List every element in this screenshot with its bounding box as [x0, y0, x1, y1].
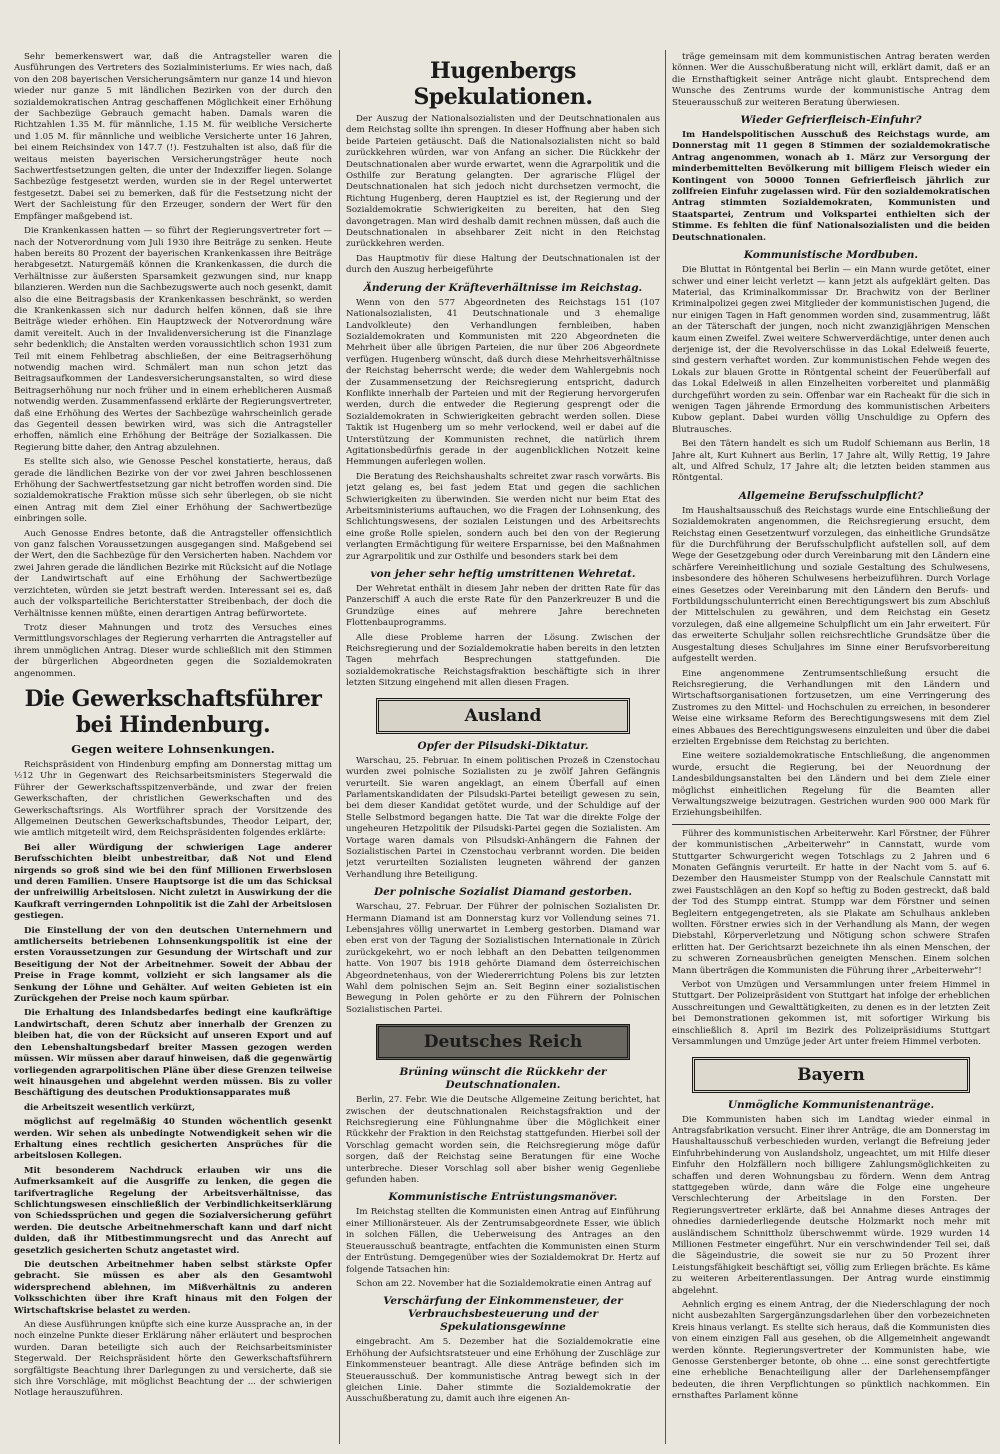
- entruestung-text-3: eingebracht. Am 5. Dezember hat die Sozialdemokratie eine Erhöhung der Aufsichtsratsteuer und eine Erhöhung der Zuschläge zur Einkommensteuer beantragt. Alle diese Anträge befinden sich im Steuerausschuß. Der kommunistische Antrag bewegt sich in der gleichen Linie. Daher stimmte die Sozialdemokratie der Ausschußberatung zu, damit auch ihre eigenen An-: [346, 1337, 660, 1405]
- diamand-text: Warschau, 27. Februar. Der Führer der polnischen Sozialisten Dr. Hermann Diamand ist am Donnerstag kurz vor Vollendung seines 71. Lebensjahres völlig unerwartet in Lemberg gestorben. Diamand war eben erst von der Tagung der Sozialistischen Internationale in Zürich zurückgekehrt, wo er noch lebhaft an den Debatten teilgenommen hatte. Von 1907 bis 1918 gehörte Diamand dem österreichischen Abgeordnetenhaus, von der Wiedererrichtung Polens bis zur letzten Wahl dem polnischen Sejm an. Seit Beginn einer sozialistischen Bewegung in Polen gehörte er zu den Führern der Polnischen Sozialistischen Partei.: [346, 902, 660, 1015]
- headline-berufsschulpflicht: Allgemeine Berufsschulpflicht?: [738, 489, 924, 502]
- headline-diamand: Der polnische Sozialist Diamand gestorben.: [373, 886, 632, 899]
- kommunistenantraege-text-1: Die Kommunisten haben sich im Landtag wieder einmal in Antragsfabrikation versucht. Einer ihrer Anträge, die am Donnerstag im Haushaltausschuß verbeschieden wurden, verlangt die Befreiung jeder Einfuhrbehinderung von Auslandsholz, ungeachtet, um mit Hilfe dieser Einfuhr den Holzfällern noch billigere Zahlungsmöglichkeiten zu schaffen und deren Wohnungsbau zu fördern. Wenn dem Antrag stattgegeben würde, dann wäre die Folge eine ungeheure Verschlechterung der Arbeitslage in den Forsten. Der Regierungsvertreter erklärte, daß bei Annahme dieses Antrages der ohnedies darniederliegende deutsche Holzmarkt noch mehr mit ausländischem Schnittholz überschwemmt würde. 1929 wurden 14 Millionen Festmeter eingeführt. Nur ein verschwindender Teil sei, daß die Sägeindustrie, die soweit sie nur zu 50 Prozent ihrer Leistungsfähigkeit beschäftigt sei, völlig zum Erliegen brächte. Es käme zu weiteren Arbeiterentlassungen. Der Antrag wurde einstimmig abgelehnt.: [672, 1114, 990, 1296]
- bruening-text: Berlin, 27. Febr. Wie die Deutsche Allgemeine Zeitung berichtet, hat zwischen der deutschnationalen Reichstagsfraktion und der Reichsregierung eine Fühlungnahme über die Möglichkeit einer Rückkehr der Fraktion in den Reichstag stattgefunden. Hierbei soll der Vorschlag gemacht worden sein, die Reichsregierung möge dafür sorgen, daß der Reichstag seine Beratungen für eine Woche unterbreche. Dieser Vorschlag soll aber bisher wenig Gegenliebe gefunden haben.: [346, 1095, 660, 1186]
- foerstner-text: Führer des kommunistischen Arbeiterwehr. Karl Förstner, der Führer der kommunistischen „Arbeiterwehr“ in Cannstatt, wurde vom Stuttgarter Schwurgericht wegen Totschlags zu 2 Jahren und 6 Monaten Gefängnis verurteilt. Er hatte in der Nacht vom 5. auf 6. Dezember den Hausmeister Stumpp von der Realschule Cannstatt mit zwei Faustschlägen an den Kopf so heftig zu Boden gestreckt, daß bald der Tod des Stumpp eintrat. Stumpp war dem Förstner und seinen Begleitern entgegengetreten, als sie Plakate am Schulhaus ankleben wollten. Förstner erwies sich in der Verhandlung als Mann, der wegen Diebstahl, Körperverletzung und Nötigung schon schwere Strafen erlitten hat. Der Gerichtsarzt bezeichnete ihn als einen Menschen, der zu schweren Zorneausbrüchen geneigten Menschen. Einem solchen Mann überträgen die Kommunisten die Führung ihrer „Arbeiterwehr“!: [672, 828, 990, 976]
- section-box-bayern: Bayern: [692, 1057, 970, 1093]
- hugenberg-intro-2: Das Hauptmotiv für diese Haltung der Deutschnationalen ist der durch den Auszug herbeigeführte: [346, 253, 660, 276]
- headline-gefrierfleisch: Wieder Gefrierfleisch-Einfuhr?: [740, 114, 922, 127]
- divider: [672, 824, 990, 825]
- hindenburg-article-body: [14, 843, 332, 1400]
- entruestung-text-1: Im Reichstag stellten die Kommunisten einen Antrag auf Einführung einer Millionärsteuer. Als der Zentrumsabgeordnete Esser, wie üblich in solchen Fällen, die Ueberweisung des Antrages an den Steuerausschuß beantragte, entfachten die Kommunisten einen Sturm der Entrüstung. Demgegenüber wies der Sozialdemokrat Dr. Hertz auf folgende Tatsachen hin:: [346, 1207, 660, 1275]
- paragraph: Mit besonderem Nachdruck erlauben wir uns die Aufmerksamkeit auf die Ausgriffe zu lenken, die gegen die tarifvertragliche Regelung der Arbeitsverhältnisse, das Schlichtungswesen einschließlich der Verbindlichkeitserklärung von Schiedssprüchen und gegen die Sozialversicherung geführt werden. Die deutsche Arbeitnehmerschaft kann und darf nicht dulden, daß ihr Mitbestimmungsrecht und das Anrecht auf gesetzlich gesicherten Schutz angetastet wird.: [14, 1165, 332, 1256]
- subhead-lohnsenkungen: Gegen weitere Lohnsenkungen.: [71, 741, 275, 756]
- berufsschul-text-3: Eine weitere sozialdemokratische Entschließung, die angenommen wurde, ersucht die Regierung, bei der Neuordnung der Landesbildungsanstalten bei den Ländern und bei dem Ziele einer möglichst einheitlichen Regelung für die Beamten aller Verwaltungszweige beizutragen. Gestrichen wurden 900 000 Mark für Erziehungsbeihilfen.: [672, 751, 990, 819]
- headline-mordbuben: Kommunistische Mordbuben.: [743, 249, 919, 262]
- column-rule-1: [339, 50, 340, 1444]
- paragraph: Die Krankenkassen hatten — so führt der Regierungsvertreter fort — nach der Notverordnung vom Juli 1930 ihre Beiträge zu senken. Heute haben bereits 80 Prozent der bayerischen Krankenkassen ihre Beiträge herabgesetzt. Naturgemäß können die Krankenkassen, die durch die Verhältnisse zur äußersten Sparsamkeit gezwungen sind, nur knapp bilanzieren. Werden nun die Sachbezugswerte auch noch gesenkt, damit also die eine Beitragsbasis der Krankenkassen beschränkt, so werden die Krankenkassen sich nur dadurch helfen können, daß sie ihre Beiträge wieder erhöhen. Ein Hauptzweck der Notverordnung wäre damit vereitelt. Auch in der Invalidenversicherung ist die Finanzlage sehr bedenklich; die Anstalten werden voraussichtlich schon 1931 zum Teil mit einem Fehlbetrag abschließen, der eine Beitragserhöhung notwendig machen wird. Schmälert man nun schon jetzt das Beitragsaufkommen der Landesversicherungsanstalten, so wird diese Beitragserhöhung nur noch früher und in einem erheblicheren Ausmaß notwendig werden. Zusammenfassend erklärte der Regierungsvertreter, daß eine Erhöhung des Wertes der Sachbezüge wahrscheinlich gerade das Gegenteil dessen bewirken wird, was sich die Antragsteller erhoffen, nämlich eine Erhöhung der Beiträge der Sozialkassen. Die Regierung bitte daher, den Antrag abzulehnen.: [14, 226, 332, 453]
- headline-kommunistenantraege: Unmögliche Kommunistenanträge.: [727, 1098, 935, 1111]
- paragraph: möglichst auf regelmäßig 40 Stunden wöchentlich gesenkt werden. Wir sehen als unbedingte Notwendigkeit sehen wir die Erhaltung eines rechtlich gesicherten Ansprüches für die arbeitslosen Kollegen.: [14, 1117, 332, 1162]
- paragraph: Trotz dieser Mahnungen und trotz des Versuches eines Vermittlungsvorschlages der Regierung verharrten die Antragsteller auf ihrem unmöglichen Antrag. Dieser wurde schließlich mit den Stimmen der bürgerlichen Abgeordneten gegen die Sozialdemokraten angenommen.: [14, 622, 332, 679]
- column-3: [672, 52, 990, 1444]
- paragraph: Es stellte sich also, wie Genosse Peschel konstatierte, heraus, daß gerade die ländlichen Bezirke von der vor zwei Jahren beschlossenen Erhöhung der Sachwertfestsetzung gar nicht betroffen worden sind. Die sozialdemokratische Fraktion müsse sich sehr überlegen, ob sie nicht einen Antrag mit dem Ziel einer Erhöhung der Sachwertbezüge einbringen solle.: [14, 457, 332, 525]
- mordbuben-text-2: Bei den Tätern handelt es sich um Rudolf Schiemann aus Berlin, 18 Jahre alt, Kurt Kuhnert aus Berlin, 17 Jahre alt, Willy Rettig, 19 Jahre alt, und Alfred Schulz, 17 Jahre alt; die letzten beiden stammen aus Röntgental.: [672, 439, 990, 484]
- column-1: [14, 52, 332, 1444]
- antraege-continuation: träge gemeinsam mit dem kommunistischen Antrag beraten werden können. Wer die Ausschußberatung nicht will, erklärt damit, daß er an die Ernsthaftigkeit seiner Anträge nicht glaubt. Entsprechend dem Wunsche des Zentrums wurde der kommunistische Antrag dem Steuerausschuß zur weiteren Beratung überwiesen.: [672, 52, 990, 108]
- headline-bruening: Brüning wünscht die Rückkehr der Deutschnationalen.: [399, 1066, 607, 1092]
- column-2: [346, 52, 660, 1444]
- section-box-ausland: Ausland: [376, 698, 630, 734]
- mordbuben-text-1: Die Bluttat in Röntgental bei Berlin — ein Mann wurde getötet, einer schwer und einer leicht verletzt — kann jetzt als aufgeklärt gelten. Das Material, das Kriminalkommissar Dr. Brachwitz von der Berliner Kriminalpolizei gegen zwei Mitglieder der kommunistischen Jugend, die nur einigen Tagen in Haft genommen worden sind, zusammentrug, läßt an der Täterschaft der jungen, noch nicht zwanzigjährigen Menschen kaum einen Zweifel. Zwei weitere Schwerverdächtige, unter denen auch derjenige ist, der die Revolverschüsse in das Lokal Edelweiß feuerte, sind gestern verhaftet worden. Zur kommunistischen Fehde wegen des Lokals zur blauen Grotte in Röntgental scheint der Feuerüberfall auf das Lokal Edelweiß in allen Einzelheiten vorbereitet und planmäßig durchgeführt worden zu sein. Offenbar war ein Racheakt für die sich in wenigen Tagen jährende Ermordung des kommunistischen Arbeiters Kubow geplant. Dabei wurden völlig Unschuldige zu Opfern des Blutrausches.: [672, 265, 990, 435]
- gefrierfleisch-text: Im Handelspolitischen Ausschuß des Reichstags wurde, am Donnerstag mit 11 gegen 8 Stimmen der sozialdemokratische Antrag angenommen, wonach ab 1. März zur Versorgung der minderbemittelten Bevölkerung mit billigem Fleisch wieder ein Kontingent von 50000 Tonnen Gefrierfleisch jährlich zur zollfreien Einfuhr zugelassen wird. Für den sozialdemokratischen Antrag stimmten Sozialdemokraten, Kommunisten und Staatspartei, Zentrum und Volkspartei enthielten sich der Stimme. Es fehlten die fünf Nationalsozialisten und die beiden Deutschnationalen.: [672, 130, 990, 243]
- hugenberg-para-2: Die Beratung des Reichshaushalts schreitet zwar rasch vorwärts. Bis jetzt gelang es, bei fast jedem Etat und gegen die sachlichen Schwierigkeiten zu überwinden. Sie werden nicht nur beim Etat des Arbeitsministeriums auftauchen, wo die Fragen der Lohnsenkung, des Schlichtungswesens, der sozialen Leistungen und des Arbeitsrechts eine große Rolle spielen, sondern auch bei den von der Regierung verlangten Ermächtigung für weitere Ersparnisse, bei den Maßnahmen zur Agrarpolitik und zur Osthilfe und besonders stark bei dem: [346, 471, 660, 562]
- paragraph: Sehr bemerkenswert war, daß die Antragsteller waren die Ausführungen des Vertreters des Sozialministeriums. Er wies nach, daß von den 208 bayerischen Versicherungsämtern nur ganze 14 und hievon wieder nur ganze 5 mit ländlichen Bezirken von der durch den sozialdemokratischen Antrag geschaffenen Möglichkeit einer Erhöhung der Sachbezüge Gebrauch gemacht haben. Damals waren die Richtzahlen 1.35 M. für männliche, 1.15 M. für weibliche Versicherte und 1.05 M. für männliche und weibliche Versicherte unter 16 Jahren, bei einem Reichsindex von 147.7 (!). Festzuhalten ist also, daß für die weitaus meisten bayerischen Versicherungsträger heute noch Sachwertfestsetzungen gelten, die unter der Indexziffer liegen. Solange Sachbezüge festgesetzt werden, wurden sie in der Regel unterwertet festgesetzt. Dabei sei zu bemerken, daß für die Festsetzung nicht der Wert der Sachleistung für den Erzeuger, sondern der Wert für den Empfänger maßgebend ist.: [14, 52, 332, 222]
- paragraph: Die Einstellung der von den deutschen Unternehmern und amtlicherseits betriebenen Lohnsenkungspolitik ist eine der ersten Voraussetzungen zur Gesundung der Wirtschaft und zur Beseitigung der Not der Arbeitnehmer. Soweit der Abbau der Preise in Frage kommt, vollzieht er sich langsamer als die Senkung der Löhne und Gehälter. Auf weiten Gebieten ist ein Zurückgehen der Preise noch kaum spürbar.: [14, 925, 332, 1005]
- headline-entruestung: Kommunistische Entrüstungsmanöver.: [388, 1191, 618, 1204]
- hugenberg-para-4: Alle diese Probleme harren der Lösung. Zwischen der Reichsregierung und der Sozialdemokratie haben bereits in den letzten Tagen mehrfach Besprechungen stattgefunden. Die sozialdemokratische Reichstagsfraktion beschäftigte sich in ihrer letzten Sitzung eingehend mit allen diesen Fragen.: [346, 632, 660, 689]
- kommunistenantraege-text-2: Aehnlich erging es einem Antrag, der die Niederschlagung der noch nicht ausbezahlten Sargergänzungsdarlehen über den vorbezeichneten Kreis hinaus verlangt. Es stellte sich heraus, daß die Kommunisten dies von einem einzigen Fall aus gesehen, ob die Allgemeinheit angewandt werden könnte. Regierungsvertreter der Kommunisten habe, wie Genosse Gerstenberger betonte, ob ohne ... eine sonst gerechtfertigte eine erhebliche Benachteiligung aller der Darlehensempfänger bedeuten, die ihren Verpflichtungen so pünktlich nachkommen. Ein ernsthaftes Parlament könne: [672, 1300, 990, 1402]
- hugenberg-para-3: Der Wehretat enthält in diesem Jahr neben der dritten Rate für das Panzerschiff A auch die erste Rate für den Panzerkreuzer B und die Grundzüge eines auf mehrere Jahre berechneten Flottenbauprogramms.: [346, 584, 660, 629]
- subhead-wehretat: von jeher sehr heftig umstrittenen Wehretat.: [370, 568, 636, 581]
- paragraph: Bei aller Würdigung der schwierigen Lage anderer Berufsschichten bleibt unbestreitbar, daß Not und Elend nirgends so groß sind wie bei den fünf Millionen Erwerbslosen und deren Familien. Unsere Hauptsorge ist die um das Schicksal der unfreiwillig Arbeitslosen. Nicht zuletzt in Auswirkung der die Kaufkraft verringernden Lohnpolitik ist die Zahl der Arbeitslosen gestiegen.: [14, 842, 332, 922]
- paragraph: Die Erhaltung des Inlandsbedarfes bedingt eine kaufkräftige Landwirtschaft, deren Schutz aber innerhalb der Grenzen zu bleiben hat, die von der Rücksicht auf unseren Export und auf den Lebenshaltungsbedarf breiter Massen gezogen werden müssen. Wir müssen aber darauf hinweisen, daß die gegenwärtig vorliegenden agrarpolitischen Pläne über diese Grenzen teilweise weit hinausgehen und abgelehnt werden müssen. Bis zu voller Beschäftigung des deutschen Produktionsapparates muß: [14, 1008, 332, 1099]
- paragraph: An diese Ausführungen knüpfte sich eine kurze Aussprache an, in der noch einzelne Punkte dieser Erklärung näher erläutert und besprochen wurden. Daran beteiligte sich auch der Reichsarbeitsminister Stegerwald. Der Reichspräsident hörte den Gewerkschaftsführern sorgfältigste Beachtung ihrer Darlegungen zu und versicherte, daß sie sich ihre Vorschläge, mit möglichst Beachtung der ... der schwierigen Notlage herauszuführen.: [14, 1320, 332, 1399]
- pilsudski-text: Warschau, 25. Februar. In einem politischen Prozeß in Czenstochau wurden zwei polnische Sozialisten zu je zwölf Jahren Gefängnis verurteilt. Sie waren angeklagt, an einem Überfall auf einen Parlamentskandidaten der Pilsudski-Partei beteiligt gewesen zu sein, bei dem dieser Kandidat getötet wurde, und der Schuldige auf der Stelle Selbstmord begangen hatte. Die Tat war die direkte Folge der ungeheuren Hetzpolitik der Pilsudski-Partei gegen die Sozialisten. Am Vortage waren damals von Pilsudski-Anhängern die Fahnen der Sozialistischen Partei in Czenstochau verbrannt worden. Die beiden jetzt verurteilten Sozialisten leugneten während der ganzen Verhandlung ihre Beteiligung.: [346, 755, 660, 880]
- article-intro: Reichspräsident von Hindenburg empfing am Donnerstag mittag um ½12 Uhr in Gegenwart des Reichsarbeitsministers Stegerwald die Führer der Gewerkschaftsspitzenverbände, und zwar der freien Gewerkschaften, der christlichen Gewerkschaften und des Gewerkschaftsrings. Als Wortführer sprach der Vorsitzende des Allgemeinen Deutschen Gewerkschaftsbundes, Theodor Leipart, der, wie amtlich mitgeteilt wird, dem Reichspräsidenten folgendes erklärte:: [14, 759, 332, 839]
- paragraph: Die deutschen Arbeitnehmer haben selbst stärkste Opfer gebracht. Sie müssen es aber als den Gesamtwohl widersprechend ablehnen, im Mißverhältnis zu anderen Volksschichten über ihre Kraft hinaus mit den Folgen der Wirtschaftskrise belastet zu werden.: [14, 1260, 332, 1316]
- headline-pilsudski: Opfer der Pilsudski-Diktatur.: [417, 739, 589, 752]
- paragraph: die Arbeitszeit wesentlich verkürzt,: [24, 1102, 196, 1113]
- entruestung-text-2: Schon am 22. November hat die Sozialdemokratie einen Antrag auf: [356, 1278, 651, 1289]
- paragraph: Auch Genosse Endres betonte, daß die Antragsteller offensichtlich von ganz falschen Voraussetzungen ausgegangen sind. Maßgebend sei der Wert, den die Sachbezüge für den Versicherten haben. Nachdem vor zwei Jahren gerade die ländlichen Bezirke mit Rücksicht auf die Notlage der Landwirtschaft auf eine Erhöhung der Sachwertbezüge verzichteten, würden sie jetzt bestraft werden. Interessant sei es, daß auch der volksparteiliche Berichterstatter Streibenbach, der doch die Verhältnisse kennen müßte, einen derartigen Antrag befürwortete.: [14, 528, 332, 619]
- berufsschul-text-2: Eine angenommene Zentrumsentschließung ersucht die Reichsregierung, die Verhandlungen mit den Ländern und Wirtschaftsorganisationen fortzusetzen, um eine Verringerung des Zustromes zu den Mittel- und Hochschulen zu erreichen, in besonderer Weise eine wirksame Reform des Berechtigungswesens mit dem Ziel eines Abbaues des Berechtigungswesens einzuleiten und über die dabei erzielten Ergebnisse dem Reichstag zu berichten.: [672, 668, 990, 747]
- section-box-deutsches-reich: Deutsches Reich: [376, 1024, 630, 1060]
- insurance-article-continuation: [14, 52, 332, 680]
- subhead-kraefteverhaeltnisse: Änderung der Kräfteverhältnisse im Reichstag.: [363, 281, 643, 294]
- hugenberg-intro-1: Der Auszug der Nationalsozialisten und der Deutschnationalen aus dem Reichstag sollte ihn sprengen. In dieser Hoffnung aber haben sich beide Parteien getäuscht. Daß die Nationalsozialisten nicht so bald zurückkehren würden, war von Anfang an sicher. Die Rückkehr der Deutschnationalen aber wurde erwartet, wenn die Agrarpolitik und die Osthilfe zur Beratung gelangten. Der agrarische Flügel der Deutschnationalen hat sich jedoch nicht durchsetzen vermocht, die Richtung Hugenberg, deren Hauptziel es ist, der Regierung und der Sozialdemokratie Schwierigkeiten zu bereiten, hat den Sieg davongetragen. Man wird deshalb damit rechnen müssen, daß auch die Deutschnationalen in absehbarer Zeit nicht in den Reichstag zurückkehren werden.: [346, 114, 660, 250]
- headline-hugenberg: Hugenbergs Spekulationen.: [413, 58, 593, 110]
- headline-gewerkschaftsfuehrer: Die Gewerkschaftsführer bei Hindenburg.: [24, 685, 322, 738]
- berufsschul-text-1: Im Haushaltsausschuß des Reichstags wurde eine Entschließung der Sozialdemokraten angenommen, die Reichsregierung ersucht, dem Reichstag einen Gesetzentwurf vorzulegen, das einheitliche Grundsätze für die Durchführung der Berufsschulpflicht aufstellen soll, auf dem Wege der Gesetzgebung oder durch Vereinbarung mit den Ländern eine schärfere Vereinheitlichung und soziale Gestaltung des Schulwesens, insbesondere des höheren Schulwesens herbeizuführen. Durch Vorlage eines Gesetzes oder Vereinbarung mit den Ländern den Berufs- und Fortbildungsschulunterricht einen Berechtigungswert bis zum Abschluß der Mittelschulen zu gewähren, und dem Reichstag ein Gesetz vorzulegen, daß eine allgemeine Schulpflicht um ein Jahr erweitert. Für das erweiterte Schuljahr sollen reichsrechtliche Grundsätze über die Ausgestaltung dieses Schuljahres im Sinne einer Berufsvorbereitung aufgestellt werden.: [672, 505, 990, 665]
- verbot-text: Verbot von Umzügen und Versammlungen unter freiem Himmel in Stuttgart. Der Polizeipräsident von Stuttgart hat infolge der erheblichen Ausschreitungen und Gewalttätigkeiten, zu denen es in der letzten Zeit bei Demonstrationen gekommen ist, mit sofortiger Wirkung bis einschließlich 8. April im Bezirk des Polizeipräsidiums Stuttgart Versammlungen und Umzüge jeder Art unter freiem Himmel verboten.: [672, 980, 990, 1048]
- subhead-einkommensteuer: Verschärfung der Einkommensteuer, der Verbrauchsbesteuerung und der Spekulationsgewinne: [383, 1295, 623, 1334]
- hugenberg-para-1: Wenn von den 577 Abgeordneten des Reichstags 151 (107 Nationalsozialisten, 41 Deutschnationale und 3 ehemalige Landvolkleute) den Verhandlungen fernbleiben, haben Sozialdemokraten und Kommunisten mit 220 Abgeordneten die Mehrheit über alle übrigen Parteien, die nur über 206 Abgeordnete verfügen. Hugenberg wünscht, daß durch diese Mehrheitsverhältnisse der Reichstag beherrscht werde; die weder dem Wahlergebnis noch der Zusammensetzung der Reichsregierung entspricht, dadurch Konflikte innerhalb der Parteien und mit der Regierung hervorgerufen werden, durch die entweder die Regierung gesprengt oder die Sozialdemokraten in Schwierigkeiten gebracht werden sollen. Diese Taktik ist Hugenberg um so mehr verlockend, weil er dabei auf die Unterstützung der Kommunisten rechnet, die natürlich ihrem Agitationsbedürfnis gerade in der augenblicklichen Notzeit keine Hemmungen auferlegen wollen.: [346, 297, 660, 468]
- column-rule-2: [665, 50, 666, 1444]
